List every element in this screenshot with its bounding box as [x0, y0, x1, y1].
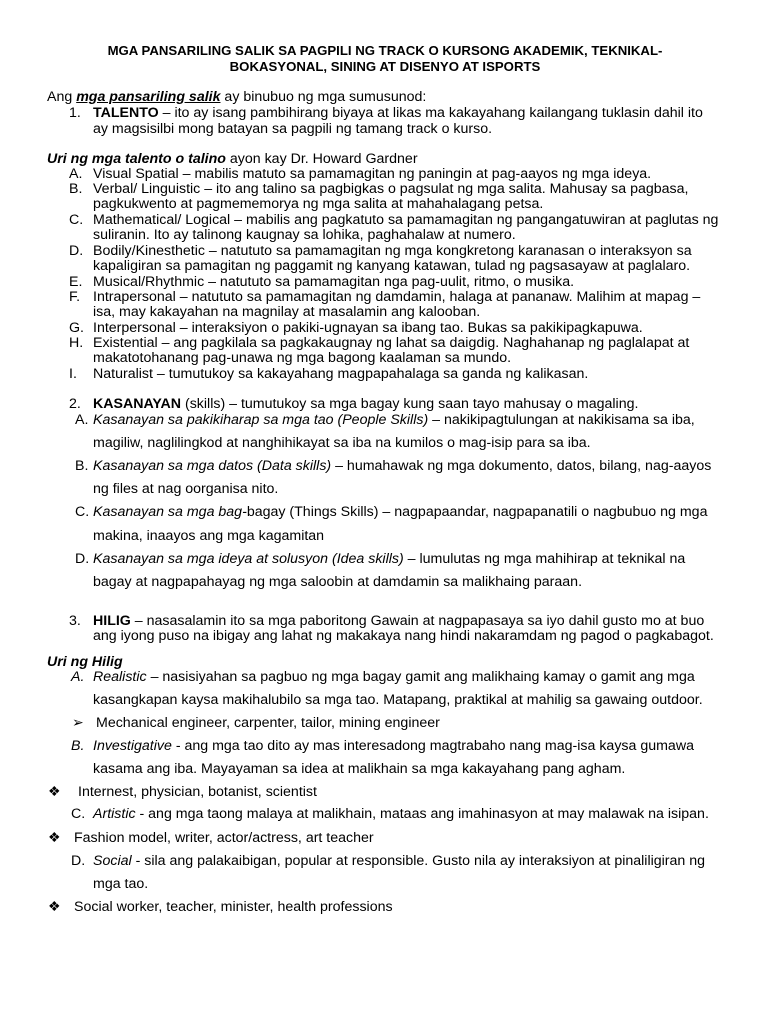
gardner-heading-post: ayon kay Dr. Howard Gardner: [225, 151, 418, 167]
uri-hilig-d-examples: Social worker, teacher, minister, health professions: [74, 899, 393, 915]
kasanayan-item-d: [93, 551, 685, 567]
kasanayan-item-a-cont: magiliw, naglilingkod at nanghihikayat sa iba na kumilos o mag-isip para sa iba.: [93, 435, 591, 451]
hilig-line-1: [93, 613, 704, 629]
uri-hilig-d: [93, 853, 705, 869]
kasanayan-text: (skills) – tumutukoy sa mga bagay kung saan tayo mahusay o magaling.: [181, 396, 639, 412]
uri-hilig-c: [93, 806, 709, 822]
kasanayan-item-a-title: Kasanayan sa pakikiharap sa mga tao (People Skills): [93, 412, 429, 428]
talento-term: TALENTO: [93, 105, 159, 121]
hilig-text: – nasasalamin ito sa mga paboritong Gawain at nagpapasaya sa iyo dahil gusto mo at buo: [130, 613, 705, 629]
hilig-term: HILIG: [93, 613, 131, 629]
uri-hilig-marker-b: B.: [71, 738, 85, 754]
intro-line: [47, 89, 426, 105]
uri-hilig-a-title: Realistic: [93, 669, 147, 685]
kasanayan-item-b-title: Kasanayan sa mga datos (Data skills): [93, 458, 332, 474]
gardner-marker-h: H.: [69, 335, 84, 351]
intro-emphasis: mga pansariling salik: [76, 89, 221, 105]
uri-hilig-marker-d: D.: [71, 853, 86, 869]
uri-hilig-b-title: Investigative: [93, 738, 172, 754]
gardner-marker-i: I.: [69, 366, 77, 382]
uri-hilig-a-cont: kasangkapan kaysa makihalubilo sa mga tao. Matapang, praktikal at mahilig sa gawaing outdoor.: [93, 692, 703, 708]
gardner-item-a: Visual Spatial – mabilis matuto sa pamamagitan ng paningin at pag-aayos ng mga ideya.: [93, 166, 652, 182]
gardner-item-d-cont: kapaligiran sa pamagitan ng paggamit ng kanyang katawan, tulad ng pagsasayaw at paglalaro.: [93, 258, 691, 274]
gardner-marker-c: C.: [69, 212, 84, 228]
uri-hilig-heading: Uri ng Hilig: [47, 654, 123, 670]
kasanayan-item-a-text: – nakikipagtulungan at nakikisama sa iba,: [428, 412, 695, 428]
arrow-bullet-icon: ➢: [72, 715, 84, 731]
kasanayan-item-c-title: Kasanayan sa mga bag-: [93, 504, 247, 520]
gardner-marker-e: E.: [69, 274, 83, 290]
gardner-item-g: Interpersonal – interaksiyon o pakiki-ugnayan sa ibang tao. Bukas sa pakikipagkapuwa.: [93, 320, 643, 336]
kasanayan-item-d-text: – lumulutas ng mga mahihirap at teknikal na: [403, 551, 686, 567]
intro-post: ay binubuo ng mga sumusunod:: [220, 89, 427, 105]
uri-hilig-b-text: - ang mga tao dito ay mas interesadong magtrabaho nang mag-isa kaysa gumawa: [171, 738, 694, 754]
talento-text: – ito ay isang pambihirang biyaya at likas ma kakayahang kailangang tuklasin dahil ito: [158, 105, 703, 121]
kasanayan-marker-c: C.: [75, 504, 90, 520]
uri-hilig-b-examples: Internest, physician, botanist, scientist: [78, 784, 317, 800]
uri-hilig-b: [93, 738, 694, 754]
uri-hilig-d-text: - sila ang palakaibigan, popular at responsible. Gusto nila ay interaksiyon at pinaliligiran ng: [131, 853, 706, 869]
kasanayan-item-b: [93, 458, 711, 474]
hilig-line-2: ang iyong puso na ibigay ang lahat ng makakaya nang hindi nakaramdam ng pagod o pagkabagot.: [93, 628, 714, 644]
kasanayan-item-c-text: bagay (Things Skills) – nagpapaandar, nagpapanatili o nagbubuo ng mga: [246, 504, 708, 520]
uri-hilig-marker-c: C.: [71, 806, 86, 822]
kasanayan-item-b-text: – humahawak ng mga dokumento, datos, bilang, nag-aayos: [331, 458, 712, 474]
uri-hilig-d-cont: mga tao.: [93, 876, 149, 892]
gardner-item-e: Musical/Rhythmic – natututo sa pamamagitan nga pag-uulit, ritmo, o musika.: [93, 274, 575, 290]
gardner-marker-b: B.: [69, 181, 83, 197]
intro-pre: Ang: [47, 89, 77, 105]
gardner-item-h-cont: makatotohanang pag-unawa ng mga bagong kaalaman sa mundo.: [93, 350, 512, 366]
gardner-item-c-cont: suliranin. Ito ay talinong kaugnay sa lohika, paghahalaw at numero.: [93, 227, 516, 243]
diamond-bullet-icon: ❖: [48, 784, 61, 800]
uri-hilig-a-examples: Mechanical engineer, carpenter, tailor, mining engineer: [96, 715, 440, 731]
kasanayan-marker-a: A.: [75, 412, 89, 428]
kasanayan-line: [93, 396, 638, 412]
gardner-item-i: Naturalist – tumutukoy sa kakayahang magpapahalaga sa ganda ng kalikasan.: [93, 366, 589, 382]
kasanayan-term: KASANAYAN: [93, 396, 182, 412]
gardner-item-d: Bodily/Kinesthetic – natututo sa pamamagitan ng mga kongkretong karanasan o interaksyon sa: [93, 243, 692, 259]
kasanayan-marker-b: B.: [75, 458, 89, 474]
title-line-2: BOKASYONAL, SINING AT DISENYO AT ISPORTS: [229, 59, 541, 74]
kasanayan-item-c: [93, 504, 707, 520]
kasanayan-item-d-title: Kasanayan sa mga ideya at solusyon (Idea skills): [93, 551, 404, 567]
kasanayan-number: 2.: [69, 396, 81, 412]
talento-number: 1.: [69, 105, 81, 121]
gardner-marker-f: F.: [69, 289, 81, 305]
gardner-item-f-cont: isa, may kakayahan na magnilay at masalamin ang kalooban.: [93, 304, 481, 320]
kasanayan-marker-d: D.: [75, 551, 90, 567]
document-title: [60, 43, 710, 75]
kasanayan-item-b-cont: ng files at nag oorganisa nito.: [93, 481, 279, 497]
gardner-item-b: Verbal/ Linguistic – ito ang talino sa pagbigkas o pagsulat ng mga salita. Mahusay sa pagbasa,: [93, 181, 689, 197]
uri-hilig-c-title: Artistic: [93, 806, 136, 822]
kasanayan-item-a: [93, 412, 695, 428]
talento-line-2: ay magsisilbi mong batayan sa pagpili ng tamang track o kurso.: [93, 121, 493, 137]
uri-hilig-a: [93, 669, 695, 685]
hilig-number: 3.: [69, 613, 81, 629]
kasanayan-item-d-cont: bagay at nagpapahayag ng mga saloobin at damdamin sa malikhaing paraan.: [93, 574, 583, 590]
gardner-heading: [47, 151, 418, 167]
gardner-item-c: Mathematical/ Logical – mabilis ang pagkatuto sa pamamagitan ng pangangatuwiran at paglutas ng: [93, 212, 719, 228]
uri-hilig-c-examples: Fashion model, writer, actor/actress, art teacher: [74, 830, 374, 846]
uri-hilig-marker-a: A.: [71, 669, 85, 685]
gardner-marker-a: A.: [69, 166, 83, 182]
gardner-item-b-cont: pagkukwento at pagmememorya ng mga salita at mahahalagang petsa.: [93, 196, 544, 212]
uri-hilig-b-cont: kasama ang iba. Mayayaman sa idea at malikhain sa mga kakayahang pang agham.: [93, 761, 626, 777]
diamond-bullet-icon: ❖: [48, 899, 61, 915]
title-line-1: MGA PANSARILING SALIK SA PAGPILI NG TRACK O KURSONG AKADEMIK, TEKNIKAL-: [107, 43, 663, 58]
kasanayan-item-c-cont: makina, inaayos ang mga kagamitan: [93, 528, 325, 544]
gardner-marker-d: D.: [69, 243, 84, 259]
diamond-bullet-icon: ❖: [48, 830, 61, 846]
uri-hilig-c-text: - ang mga taong malaya at malikhain, mataas ang imahinasyon at may malawak na isipan.: [135, 806, 709, 822]
gardner-item-h: Existential – ang pagkilala sa pagkakaugnay ng lahat sa daigdig. Naghahanap ng paglalapat at: [93, 335, 690, 351]
gardner-heading-emph: Uri ng mga talento o talino: [47, 151, 226, 167]
gardner-marker-g: G.: [69, 320, 84, 336]
talento-line-1: [93, 105, 703, 121]
uri-hilig-d-title: Social: [93, 853, 132, 869]
uri-hilig-a-text: – nasisiyahan sa pagbuo ng mga bagay gamit ang malikhaing kamay o gamit ang mga: [146, 669, 695, 685]
gardner-item-f: Intrapersonal – natututo sa pamamagitan ng damdamin, halaga at pananaw. Malihim at mapag –: [93, 289, 701, 305]
